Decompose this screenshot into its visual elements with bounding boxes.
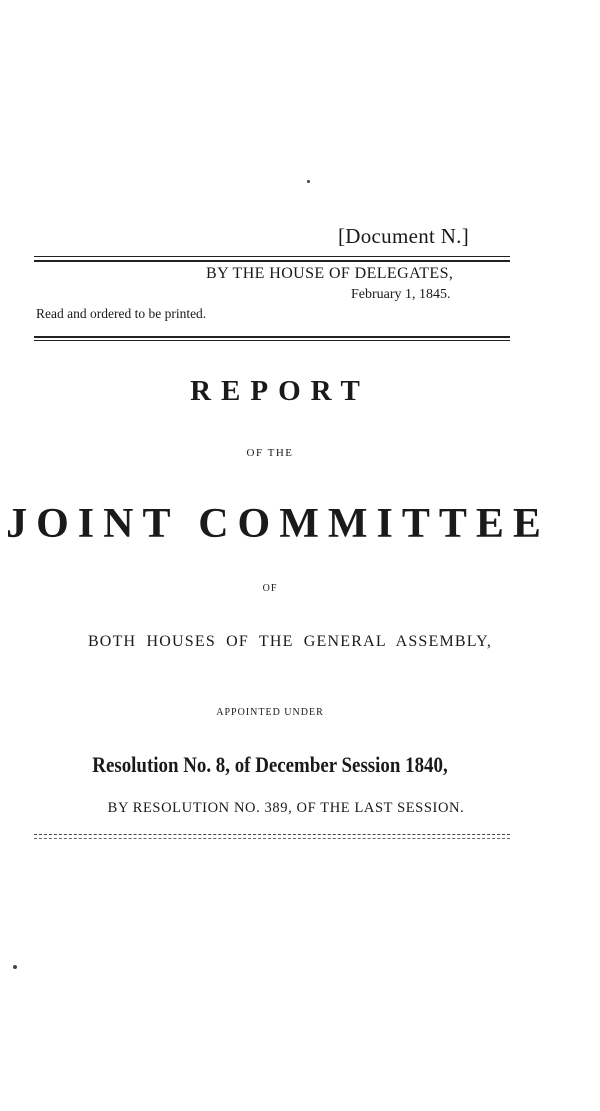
ink-speck bbox=[307, 180, 310, 183]
ink-speck bbox=[13, 965, 17, 969]
by-resolution-line: BY RESOLUTION NO. 389, OF THE LAST SESSION. bbox=[107, 800, 465, 816]
joint-committee-heading: JOINT COMMITTEE bbox=[6, 501, 550, 547]
report-heading: REPORT bbox=[190, 375, 370, 407]
footer-rule bbox=[34, 834, 510, 835]
ordered-printed-line: Read and ordered to be printed. bbox=[36, 306, 207, 321]
header-rule-bottom bbox=[34, 340, 510, 341]
header-rule-top bbox=[34, 256, 510, 257]
of-line: OF bbox=[262, 583, 278, 594]
appointed-under-line: APPOINTED UNDER bbox=[216, 707, 324, 718]
footer-rule-second bbox=[34, 838, 510, 839]
both-houses-line: BOTH HOUSES OF THE GENERAL ASSEMBLY, bbox=[87, 633, 493, 650]
date-line: February 1, 1845. bbox=[351, 287, 451, 302]
chamber-line: BY THE HOUSE OF DELEGATES, bbox=[206, 265, 454, 282]
header-rule-top-thick bbox=[34, 260, 510, 262]
resolution-line: Resolution No. 8, of December Session 1840, bbox=[92, 752, 448, 777]
of-the-line: OF THE bbox=[246, 447, 294, 459]
document-label: [Document N.] bbox=[338, 224, 470, 248]
header-rule-bottom-thick bbox=[34, 336, 510, 338]
